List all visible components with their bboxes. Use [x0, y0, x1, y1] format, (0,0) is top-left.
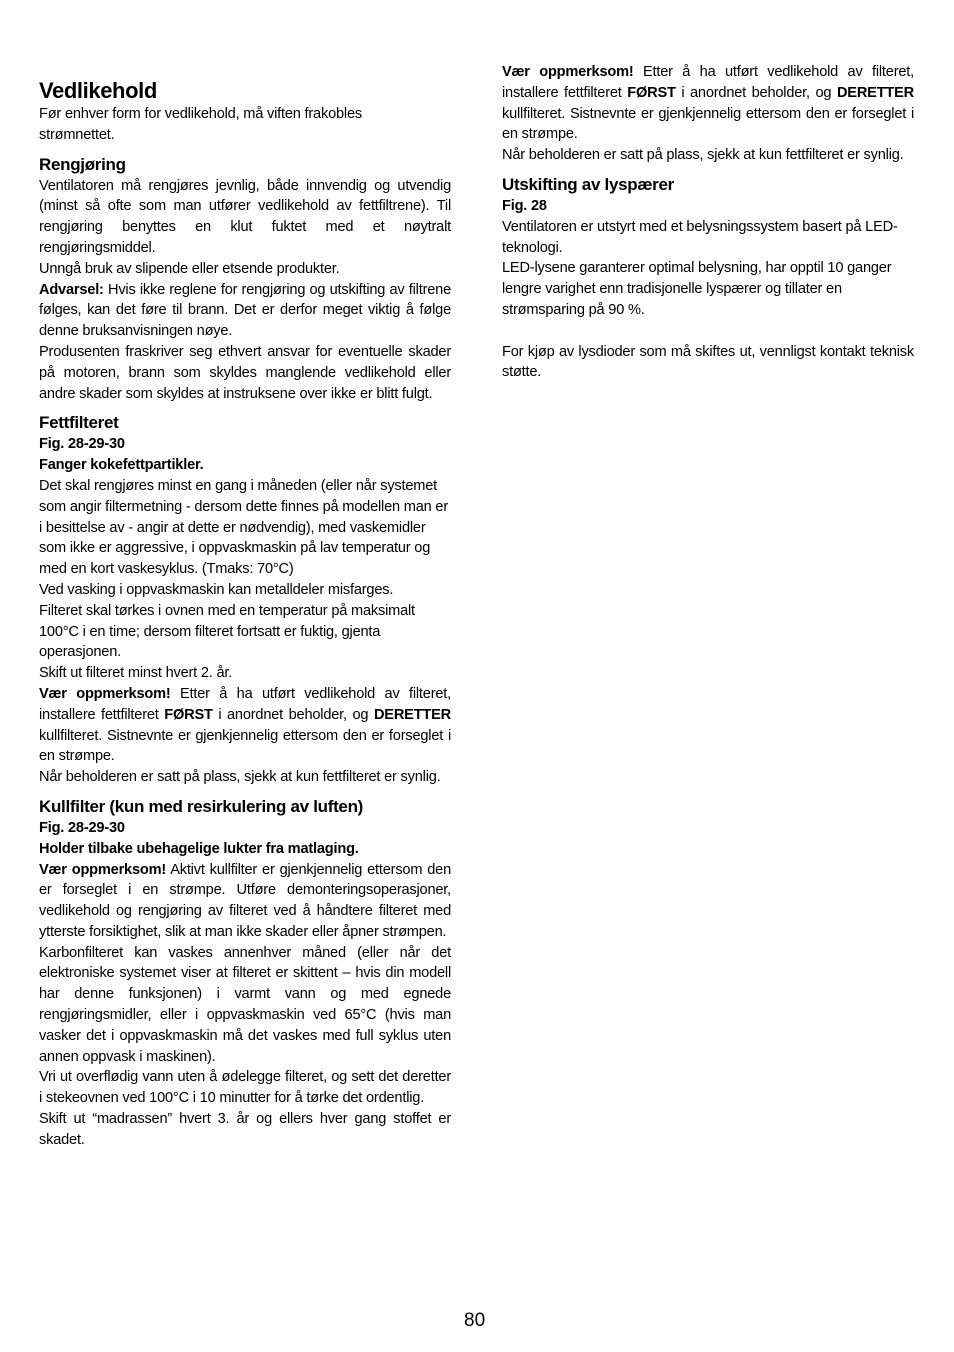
then-emphasis: DERETTER — [373, 706, 452, 723]
grease-attention — [39, 684, 451, 767]
attention-text-a: Etter å ha utført vedlikehold av filteret, installere fettfilteret — [502, 64, 914, 101]
grease-paragraph-4: Skift ut filteret minst hvert 2. år. — [39, 665, 233, 682]
section-title: Vedlikehold — [39, 78, 157, 103]
grease-subtitle: Fanger kokefettpartikler. — [39, 457, 204, 474]
right-column — [502, 62, 914, 383]
page-number: 80 — [464, 1310, 486, 1331]
carbon-paragraph-4: Skift ut “madrassen” hvert 3. år og ellers hver gang stoffet er skadet. — [39, 1111, 451, 1148]
grease-filter-heading: Fettfilteret — [39, 413, 119, 433]
carbon-subtitle: Holder tilbake ubehagelige lukter fra matlaging. — [39, 840, 359, 857]
attention-label: Vær oppmerksom! — [39, 861, 167, 878]
attention-text-c: kullfilteret. Sistnevnte er gjenkjennelig ettersom den er forseglet i en strømpe. — [39, 727, 451, 765]
grease-paragraph-2: Ved vasking i oppvaskmaskin kan metalldeler misfarges. — [39, 581, 394, 598]
carbon-filter-heading: Kullfilter (kun med resirkulering av luften) — [39, 796, 364, 816]
first-emphasis: FØRST — [627, 84, 676, 101]
grease-paragraph-1: Det skal rengjøres minst en gang i måneden (eller når systemet som angir filtermetning - dersom dette finnes på modellen man er i besittelse av - angir at dette er nødvendig), med vaskemidler som ikke er aggressive, i oppvaskmaskin på lav temperatur og med en kort vaskesyklus. (Tmaks: 70°C) — [39, 477, 449, 578]
lamps-heading: Utskifting av lyspærer — [502, 174, 674, 194]
carbon-paragraph-3: Vri ut overflødig vann uten å ødelegge filteret, og sett det deretter i stekeovnen ved 100°C i 10 minutter for å tørke det ordentlig. — [39, 1069, 451, 1107]
carbon-attention — [39, 860, 451, 943]
attention-label: Vær oppmerksom! — [502, 64, 634, 80]
right-attention — [502, 62, 914, 145]
warning-label: Advarsel: — [39, 281, 104, 298]
attention-label: Vær oppmerksom! — [39, 685, 171, 702]
intro-paragraph: Før enhver form for vedlikehold, må viften frakobles strømnettet. — [39, 106, 362, 143]
carbon-fig-ref: Fig. 28-29-30 — [39, 819, 125, 836]
first-emphasis: FØRST — [164, 706, 213, 723]
attention-text-b: i anordnet beholder, og — [212, 706, 374, 723]
cleaning-paragraph-1: Ventilatoren må rengjøres jevnlig, både innvendig og utvendig (minst så ofte som man utfører vedlikehold av fettfiltrene). Til rengjøring benyttes en klut fuktet med et nøytralt rengjøringsmiddel. — [39, 177, 451, 256]
attention-text-c: kullfilteret. Sistnevnte er gjenkjennelig ettersom den er forseglet i en strømpe. — [502, 105, 914, 143]
attention-text-a: Etter å ha utført vedlikehold av filteret, installere fettfilteret — [39, 685, 451, 723]
lamps-fig-ref: Fig. 28 — [502, 197, 547, 214]
lamps-paragraph-2: LED-lysene garanterer optimal belysning, har opptil 10 ganger lengre varighet enn tradisjonelle lyspærer og tillater en strømsparing på 90 %. — [502, 260, 892, 318]
grease-paragraph-6: Når beholderen er satt på plass, sjekk at kun fettfilteret er synlig. — [39, 769, 441, 786]
left-column — [39, 78, 451, 1151]
cleaning-heading: Rengjøring — [39, 154, 126, 174]
lamps-paragraph-1: Ventilatoren er utstyrt med et belysningssystem basert på LED-teknologi. — [502, 218, 898, 256]
cleaning-warning — [39, 280, 451, 342]
right-paragraph-2: Når beholderen er satt på plass, sjekk at kun fettfilteret er synlig. — [502, 147, 904, 164]
grease-paragraph-3: Filteret skal tørkes i ovnen med en temperatur på maksimalt 100°C i en time; dersom filteret fortsatt er fuktig, gjenta operasjonen. — [39, 602, 415, 661]
attention-text: Aktivt kullfilter er gjenkjennelig ettersom den er forseglet i en strømpe. Utføre demonteringsoperasjoner, vedlikehold og rengjøring av filteret ved å håndtere filteret med ytterste forsiktighet, slik at man ikke skader eller åpner strømpen. — [39, 861, 451, 940]
cleaning-paragraph-2: Unngå bruk av slipende eller etsende produkter. — [39, 260, 340, 277]
grease-fig-ref: Fig. 28-29-30 — [39, 436, 125, 453]
attention-text-b: i anordnet beholder, og — [675, 84, 837, 101]
lamps-paragraph-3: For kjøp av lysdioder som må skiftes ut, vennligst kontakt teknisk støtte. — [502, 343, 914, 381]
carbon-paragraph-2: Karbonfilteret kan vaskes annenhver måned (eller når det elektroniske systemet viser at filteret er skittent – hvis din modell har denne funksjonen) i varmt vann og med egnede rengjøringsmidler, eller i oppvaskmaskin ved 65°C (hvis man vasker det i oppvaskmaskin må det vaskes med full syklus uten annen oppvask i maskinen). — [39, 944, 451, 1065]
then-emphasis: DERETTER — [836, 84, 915, 101]
cleaning-paragraph-4: Produsenten fraskriver seg ethvert ansvar for eventuelle skader på motoren, brann som skyldes manglende vedlikehold eller andre skader som skyldes at instruksene over ikke er blitt fulgt. — [39, 343, 451, 402]
warning-text: Hvis ikke reglene for rengjøring og utskifting av filtrene følges, kan det føre til brann. Det er derfor meget viktig å følge denne bruksanvisningen nøye. — [39, 281, 451, 340]
